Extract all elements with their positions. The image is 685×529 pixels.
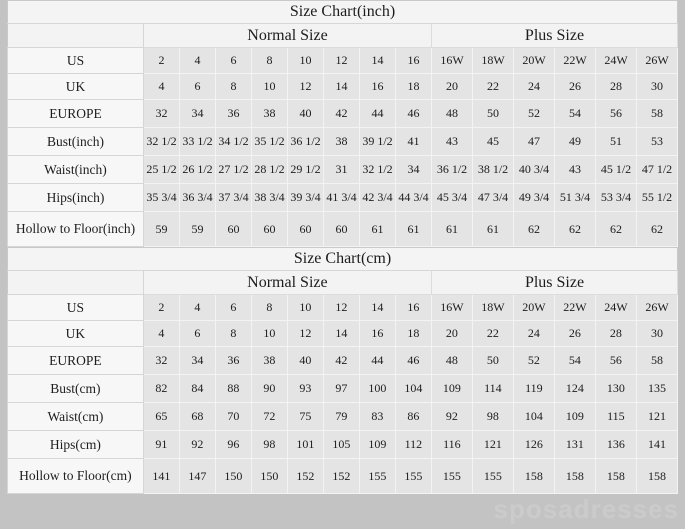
size-value-cell: 25 1/2 (143, 156, 179, 184)
row-label: Waist(inch) (7, 156, 143, 184)
size-row (7, 295, 677, 321)
size-value-cell: 68 (179, 403, 215, 431)
row-label: EUROPE (7, 100, 143, 128)
size-value-cell: 47 3/4 (472, 184, 513, 212)
chart-title: Size Chart(cm) (7, 248, 677, 271)
size-value-cell: 93 (287, 375, 323, 403)
size-value-cell: 42 3/4 (359, 184, 395, 212)
size-value-cell: 24W (595, 48, 636, 74)
size-value-cell: 70 (215, 403, 251, 431)
size-value-cell: 16 (359, 74, 395, 100)
size-value-cell: 135 (636, 375, 677, 403)
size-value-cell: 75 (287, 403, 323, 431)
size-value-cell: 22 (472, 74, 513, 100)
size-value-cell: 59 (179, 212, 215, 247)
size-value-cell: 14 (359, 48, 395, 74)
size-value-cell: 83 (359, 403, 395, 431)
size-value-cell: 96 (215, 431, 251, 459)
size-value-cell: 30 (636, 321, 677, 347)
size-value-cell: 51 (595, 128, 636, 156)
size-value-cell: 35 3/4 (143, 184, 179, 212)
size-row (7, 74, 677, 100)
size-value-cell: 22W (554, 48, 595, 74)
group-header-normal-size: Normal Size (143, 24, 431, 48)
size-value-cell: 92 (179, 431, 215, 459)
size-row (7, 321, 677, 347)
size-value-cell: 54 (554, 347, 595, 375)
size-value-cell: 6 (179, 321, 215, 347)
size-value-cell: 158 (595, 459, 636, 494)
size-value-cell: 109 (431, 375, 472, 403)
size-value-cell: 4 (179, 295, 215, 321)
size-value-cell: 147 (179, 459, 215, 494)
size-row (7, 375, 677, 403)
size-value-cell: 112 (395, 431, 431, 459)
size-row (7, 459, 677, 494)
size-value-cell: 59 (143, 212, 179, 247)
row-label: Hollow to Floor(cm) (7, 459, 143, 494)
row-label: Waist(cm) (7, 403, 143, 431)
size-value-cell: 42 (323, 100, 359, 128)
size-value-cell: 12 (287, 321, 323, 347)
size-value-cell: 20W (513, 48, 554, 74)
size-row (7, 212, 677, 247)
size-value-cell: 47 (513, 128, 554, 156)
size-value-cell: 152 (287, 459, 323, 494)
size-value-cell: 26W (636, 295, 677, 321)
size-value-cell: 126 (513, 431, 554, 459)
size-value-cell: 38 (251, 100, 287, 128)
size-value-cell: 10 (287, 295, 323, 321)
size-value-cell: 44 (359, 100, 395, 128)
group-header-plus-size: Plus Size (431, 24, 677, 48)
size-value-cell: 116 (431, 431, 472, 459)
size-row (7, 100, 677, 128)
size-value-cell: 56 (595, 347, 636, 375)
column-group-row (7, 271, 677, 295)
size-value-cell: 28 (595, 321, 636, 347)
size-value-cell: 152 (323, 459, 359, 494)
size-row (7, 48, 677, 74)
size-value-cell: 46 (395, 347, 431, 375)
size-value-cell: 141 (143, 459, 179, 494)
size-value-cell: 20 (431, 321, 472, 347)
size-value-cell: 50 (472, 347, 513, 375)
corner-cell (7, 271, 143, 295)
chart-title: Size Chart(inch) (7, 1, 677, 24)
size-value-cell: 14 (359, 295, 395, 321)
size-value-cell: 90 (251, 375, 287, 403)
size-value-cell: 18W (472, 48, 513, 74)
size-value-cell: 92 (431, 403, 472, 431)
row-label: Bust(inch) (7, 128, 143, 156)
size-row (7, 431, 677, 459)
size-row (7, 403, 677, 431)
size-value-cell: 62 (636, 212, 677, 247)
size-value-cell: 150 (215, 459, 251, 494)
size-value-cell: 6 (215, 295, 251, 321)
size-value-cell: 155 (359, 459, 395, 494)
group-header-normal-size: Normal Size (143, 271, 431, 295)
size-value-cell: 24W (595, 295, 636, 321)
size-value-cell: 54 (554, 100, 595, 128)
size-value-cell: 60 (215, 212, 251, 247)
size-value-cell: 32 (143, 100, 179, 128)
size-value-cell: 4 (143, 74, 179, 100)
size-value-cell: 136 (595, 431, 636, 459)
size-value-cell: 53 3/4 (595, 184, 636, 212)
size-value-cell: 44 3/4 (395, 184, 431, 212)
size-value-cell: 48 (431, 347, 472, 375)
size-value-cell: 121 (636, 403, 677, 431)
size-value-cell: 61 (472, 212, 513, 247)
size-value-cell: 52 (513, 100, 554, 128)
size-value-cell: 101 (287, 431, 323, 459)
size-value-cell: 32 1/2 (359, 156, 395, 184)
size-value-cell: 115 (595, 403, 636, 431)
size-value-cell: 114 (472, 375, 513, 403)
table-title-row (7, 1, 677, 24)
size-chart-inch-table (7, 0, 678, 247)
size-value-cell: 100 (359, 375, 395, 403)
size-value-cell: 38 3/4 (251, 184, 287, 212)
size-value-cell: 51 3/4 (554, 184, 595, 212)
size-value-cell: 47 1/2 (636, 156, 677, 184)
size-value-cell: 22 (472, 321, 513, 347)
size-value-cell: 105 (323, 431, 359, 459)
size-value-cell: 10 (287, 48, 323, 74)
size-value-cell: 130 (595, 375, 636, 403)
size-value-cell: 50 (472, 100, 513, 128)
size-value-cell: 61 (395, 212, 431, 247)
size-chart-cm-table (7, 247, 678, 494)
size-value-cell: 18W (472, 295, 513, 321)
size-value-cell: 2 (143, 295, 179, 321)
row-label: Hollow to Floor(inch) (7, 212, 143, 247)
size-value-cell: 12 (323, 48, 359, 74)
size-value-cell: 16 (395, 48, 431, 74)
size-value-cell: 45 (472, 128, 513, 156)
size-value-cell: 60 (251, 212, 287, 247)
row-label: Hips(cm) (7, 431, 143, 459)
watermark: sposadresses (493, 494, 679, 524)
row-label: US (7, 48, 143, 74)
size-value-cell: 91 (143, 431, 179, 459)
size-value-cell: 35 1/2 (251, 128, 287, 156)
size-value-cell: 41 3/4 (323, 184, 359, 212)
row-label: Hips(inch) (7, 184, 143, 212)
size-value-cell: 38 1/2 (472, 156, 513, 184)
size-row (7, 128, 677, 156)
size-value-cell: 45 1/2 (595, 156, 636, 184)
size-value-cell: 98 (251, 431, 287, 459)
size-value-cell: 36 1/2 (431, 156, 472, 184)
size-value-cell: 39 3/4 (287, 184, 323, 212)
size-value-cell: 155 (395, 459, 431, 494)
size-value-cell: 40 (287, 347, 323, 375)
size-value-cell: 14 (323, 321, 359, 347)
size-value-cell: 43 (431, 128, 472, 156)
corner-cell (7, 24, 143, 48)
size-value-cell: 49 3/4 (513, 184, 554, 212)
size-value-cell: 86 (395, 403, 431, 431)
size-value-cell: 84 (179, 375, 215, 403)
size-value-cell: 12 (287, 74, 323, 100)
size-value-cell: 31 (323, 156, 359, 184)
size-value-cell: 34 (179, 347, 215, 375)
row-label: UK (7, 321, 143, 347)
size-value-cell: 40 3/4 (513, 156, 554, 184)
size-value-cell: 14 (323, 74, 359, 100)
size-value-cell: 18 (395, 321, 431, 347)
size-value-cell: 36 3/4 (179, 184, 215, 212)
size-value-cell: 32 1/2 (143, 128, 179, 156)
size-value-cell: 150 (251, 459, 287, 494)
size-value-cell: 8 (251, 295, 287, 321)
size-value-cell: 26 (554, 74, 595, 100)
size-value-cell: 62 (513, 212, 554, 247)
size-row (7, 184, 677, 212)
row-label: Bust(cm) (7, 375, 143, 403)
size-value-cell: 158 (513, 459, 554, 494)
size-value-cell: 20W (513, 295, 554, 321)
size-value-cell: 8 (251, 48, 287, 74)
size-value-cell: 12 (323, 295, 359, 321)
size-value-cell: 16W (431, 48, 472, 74)
size-value-cell: 4 (143, 321, 179, 347)
size-value-cell: 60 (323, 212, 359, 247)
size-value-cell: 46 (395, 100, 431, 128)
size-value-cell: 30 (636, 74, 677, 100)
size-value-cell: 58 (636, 100, 677, 128)
size-value-cell: 8 (215, 321, 251, 347)
size-value-cell: 65 (143, 403, 179, 431)
size-value-cell: 52 (513, 347, 554, 375)
size-value-cell: 44 (359, 347, 395, 375)
size-value-cell: 34 1/2 (215, 128, 251, 156)
size-value-cell: 8 (215, 74, 251, 100)
size-value-cell: 55 1/2 (636, 184, 677, 212)
size-value-cell: 38 (251, 347, 287, 375)
size-value-cell: 36 (215, 347, 251, 375)
size-value-cell: 109 (359, 431, 395, 459)
size-value-cell: 10 (251, 74, 287, 100)
column-group-row (7, 24, 677, 48)
size-value-cell: 82 (143, 375, 179, 403)
size-value-cell: 27 1/2 (215, 156, 251, 184)
row-label: US (7, 295, 143, 321)
size-value-cell: 28 (595, 74, 636, 100)
size-row (7, 156, 677, 184)
size-value-cell: 62 (595, 212, 636, 247)
size-value-cell: 4 (179, 48, 215, 74)
size-value-cell: 40 (287, 100, 323, 128)
size-value-cell: 26 (554, 321, 595, 347)
size-value-cell: 109 (554, 403, 595, 431)
size-value-cell: 41 (395, 128, 431, 156)
size-value-cell: 60 (287, 212, 323, 247)
size-value-cell: 22W (554, 295, 595, 321)
size-value-cell: 6 (179, 74, 215, 100)
size-value-cell: 155 (472, 459, 513, 494)
size-value-cell: 48 (431, 100, 472, 128)
size-value-cell: 28 1/2 (251, 156, 287, 184)
size-value-cell: 2 (143, 48, 179, 74)
size-value-cell: 121 (472, 431, 513, 459)
size-value-cell: 33 1/2 (179, 128, 215, 156)
size-value-cell: 16 (395, 295, 431, 321)
size-value-cell: 45 3/4 (431, 184, 472, 212)
size-value-cell: 131 (554, 431, 595, 459)
size-value-cell: 49 (554, 128, 595, 156)
size-value-cell: 26 1/2 (179, 156, 215, 184)
size-value-cell: 104 (395, 375, 431, 403)
size-value-cell: 158 (554, 459, 595, 494)
size-value-cell: 39 1/2 (359, 128, 395, 156)
size-value-cell: 34 (179, 100, 215, 128)
size-value-cell: 141 (636, 431, 677, 459)
row-label: UK (7, 74, 143, 100)
size-value-cell: 79 (323, 403, 359, 431)
size-value-cell: 155 (431, 459, 472, 494)
size-value-cell: 72 (251, 403, 287, 431)
size-row (7, 347, 677, 375)
size-value-cell: 36 1/2 (287, 128, 323, 156)
table-title-row (7, 248, 677, 271)
size-value-cell: 88 (215, 375, 251, 403)
size-value-cell: 53 (636, 128, 677, 156)
size-value-cell: 18 (395, 74, 431, 100)
size-value-cell: 16 (359, 321, 395, 347)
size-value-cell: 38 (323, 128, 359, 156)
size-value-cell: 61 (431, 212, 472, 247)
size-value-cell: 61 (359, 212, 395, 247)
size-value-cell: 104 (513, 403, 554, 431)
size-value-cell: 98 (472, 403, 513, 431)
size-value-cell: 124 (554, 375, 595, 403)
row-label: EUROPE (7, 347, 143, 375)
size-value-cell: 43 (554, 156, 595, 184)
size-value-cell: 42 (323, 347, 359, 375)
size-value-cell: 58 (636, 347, 677, 375)
size-value-cell: 10 (251, 321, 287, 347)
size-value-cell: 32 (143, 347, 179, 375)
size-value-cell: 56 (595, 100, 636, 128)
size-value-cell: 119 (513, 375, 554, 403)
size-value-cell: 20 (431, 74, 472, 100)
size-value-cell: 24 (513, 321, 554, 347)
size-value-cell: 158 (636, 459, 677, 494)
size-value-cell: 16W (431, 295, 472, 321)
size-value-cell: 29 1/2 (287, 156, 323, 184)
group-header-plus-size: Plus Size (431, 271, 677, 295)
size-value-cell: 34 (395, 156, 431, 184)
size-value-cell: 6 (215, 48, 251, 74)
size-value-cell: 62 (554, 212, 595, 247)
size-value-cell: 26W (636, 48, 677, 74)
size-value-cell: 36 (215, 100, 251, 128)
size-value-cell: 37 3/4 (215, 184, 251, 212)
size-value-cell: 97 (323, 375, 359, 403)
size-value-cell: 24 (513, 74, 554, 100)
